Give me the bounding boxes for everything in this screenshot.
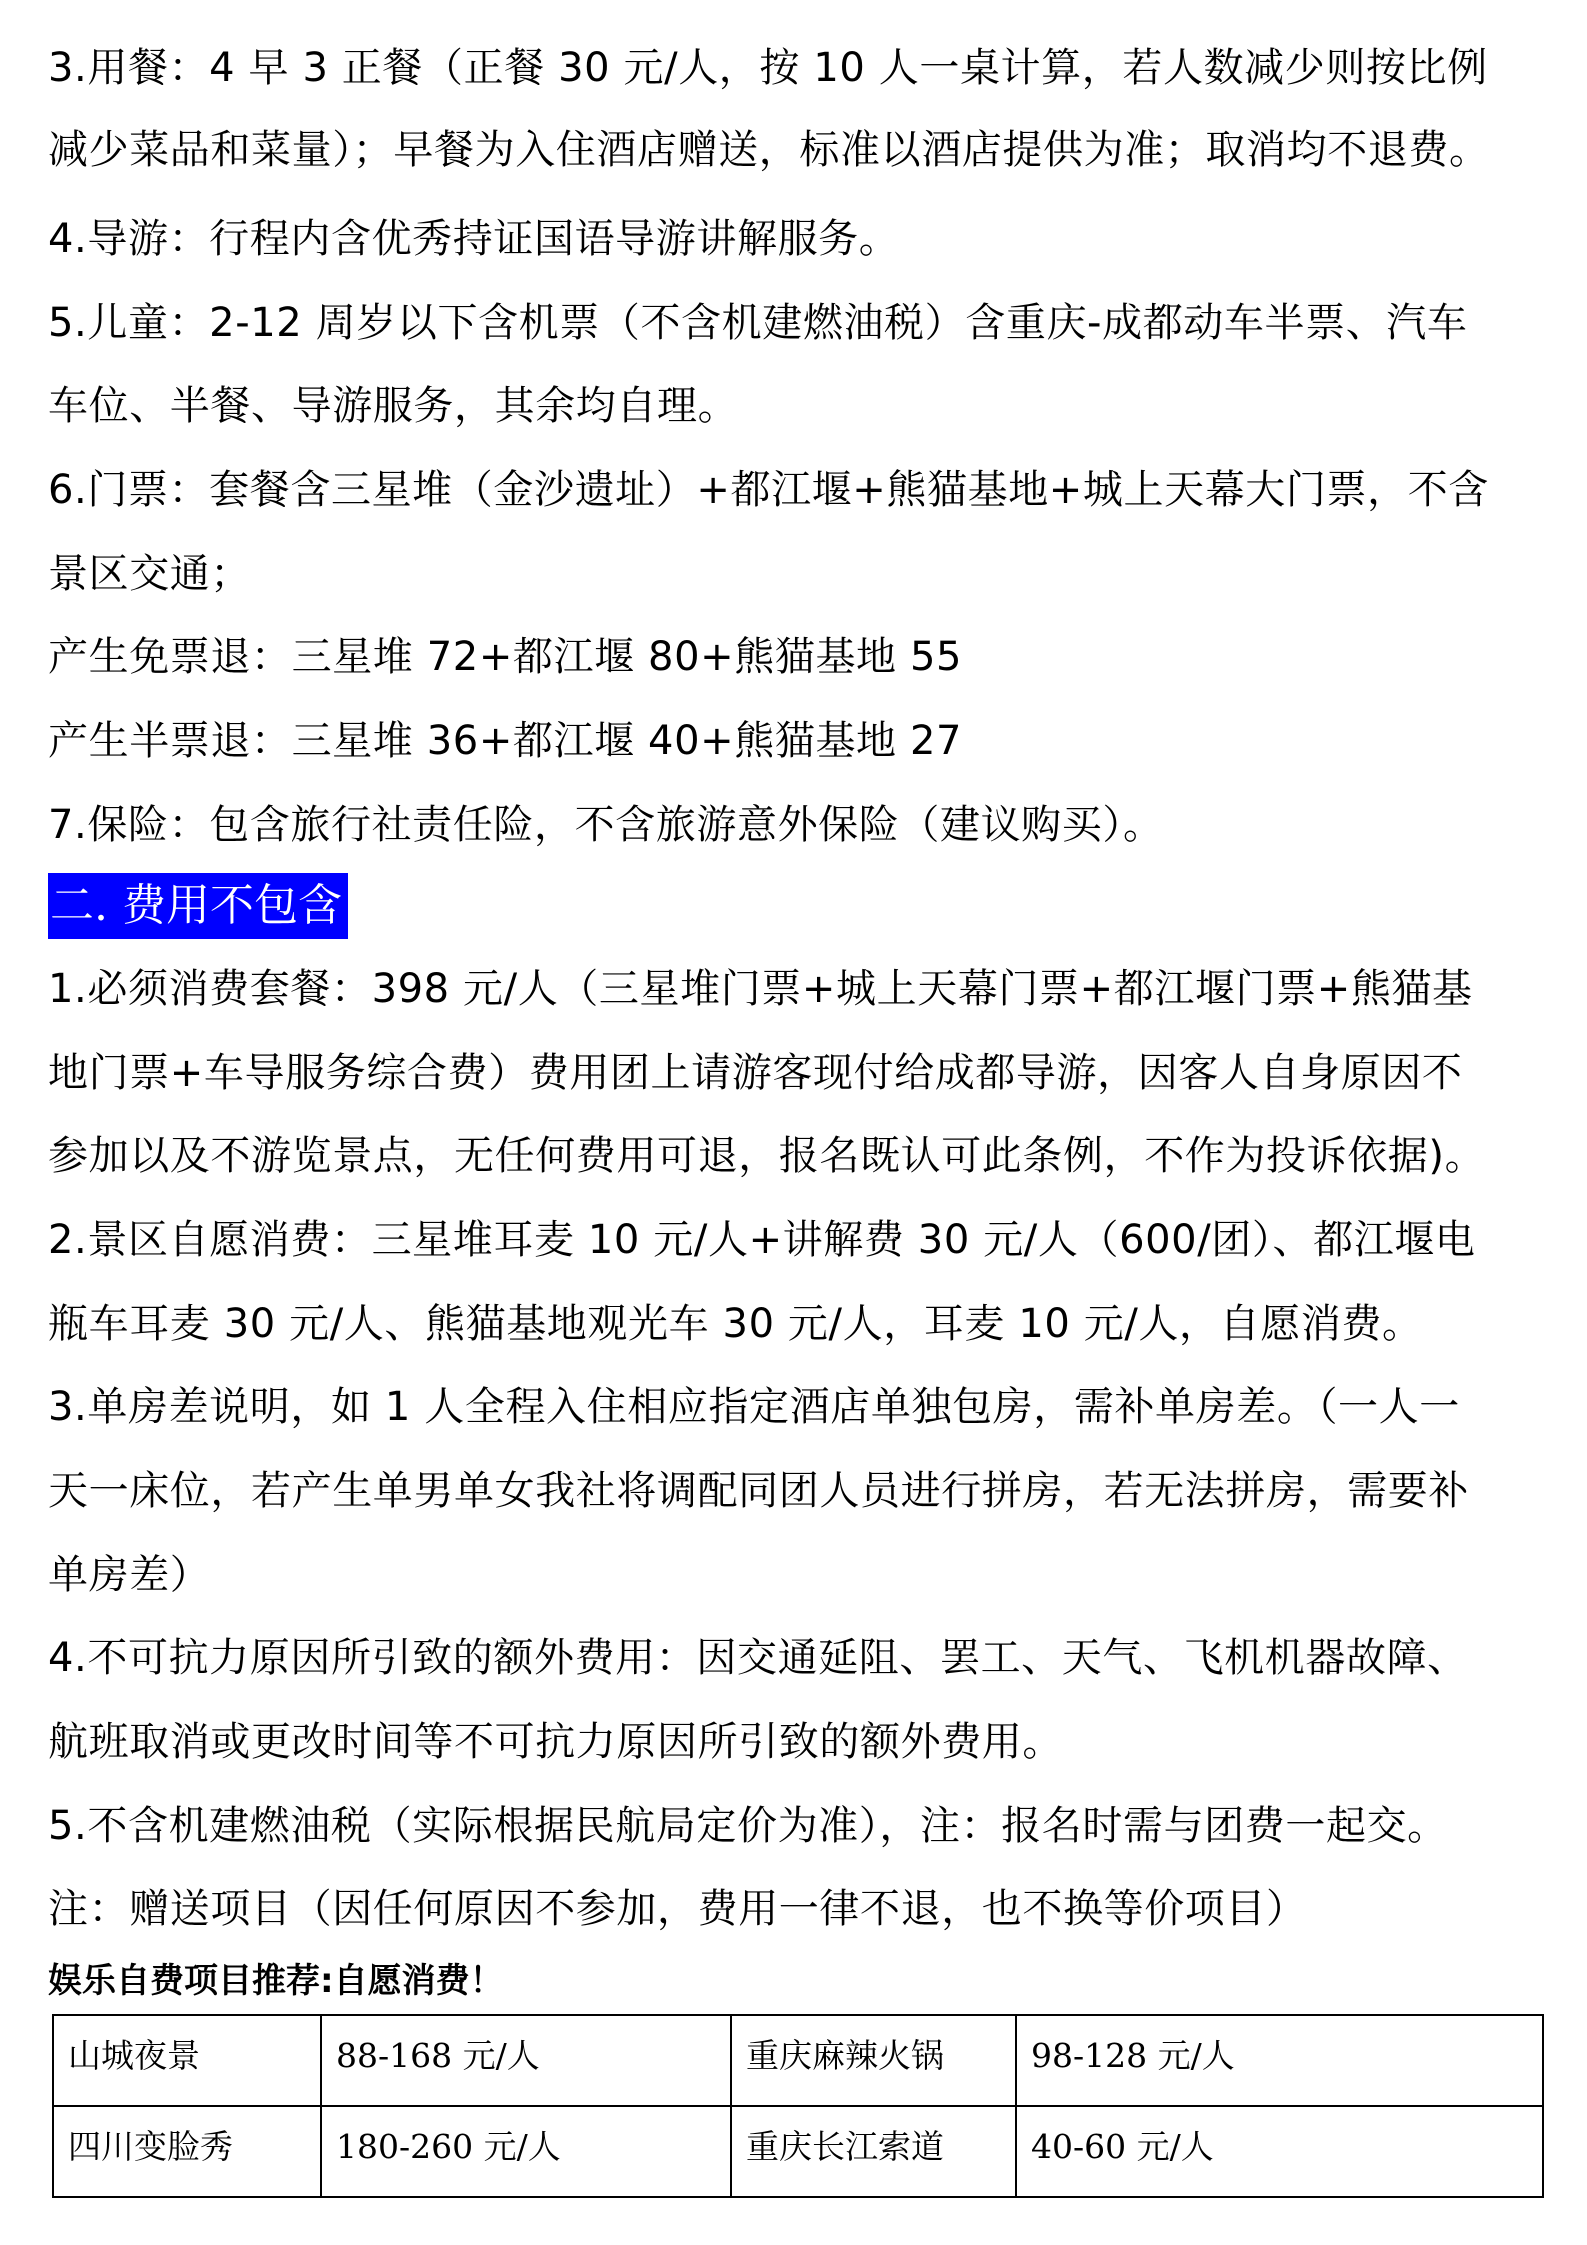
table-row [53, 2015, 1543, 2106]
text-line-half-ticket-refund: 产生半票退：三星堆 36+都江堰 40+熊猫基地 27 [48, 718, 963, 764]
text-line-tickets-2: 景区交通； [48, 551, 251, 597]
text-line-single-room-2: 天一床位，若产生单男单女我社将调配同团人员进行拼房，若无法拼房，需要补 [48, 1468, 1469, 1514]
text-line-fuel-tax: 5.不含机建燃油税（实际根据民航局定价为准），注：报名时需与团费一起交。 [48, 1803, 1448, 1849]
text-line-free-ticket-refund: 产生免票退：三星堆 72+都江堰 80+熊猫基地 55 [48, 634, 963, 680]
text-line-voluntary-1: 2.景区自愿消费：三星堆耳麦 10 元/人+讲解费 30 元/人（600/团）、都江堰电 [48, 1217, 1476, 1263]
activity-name-cell: 重庆长江索道 [731, 2106, 1016, 2197]
section-heading-excluded: 二. 费用不包含 [48, 873, 348, 939]
text-line-package-1: 1.必须消费套餐：398 元/人（三星堆门票+城上天幕门票+都江堰门票+熊猫基 [48, 966, 1473, 1012]
table-row [53, 2106, 1543, 2197]
text-line-gift-note: 注：赠送项目（因任何原因不参加，费用一律不退，也不换等价项目） [48, 1886, 1307, 1932]
text-line-children-2: 车位、半餐、导游服务，其余均自理。 [48, 383, 739, 429]
text-line-children-1: 5.儿童：2-12 周岁以下含机票（不含机建燃油税）含重庆-成都动车半票、汽车 [48, 300, 1468, 346]
activity-name-cell: 重庆麻辣火锅 [731, 2015, 1016, 2106]
text-line-package-2: 地门票+车导服务综合费）费用团上请游客现付给成都导游，因客人自身原因不 [48, 1050, 1463, 1096]
activity-price-cell: 40-60 元/人 [1016, 2106, 1543, 2197]
text-line-package-3: 参加以及不游览景点，无任何费用可退，报名既认可此条例，不作为投诉依据)。 [48, 1133, 1486, 1179]
activity-name-cell: 四川变脸秀 [53, 2106, 321, 2197]
text-line-meals-2: 减少菜品和菜量）；早餐为入住酒店赠送，标准以酒店提供为准；取消均不退费。 [48, 127, 1490, 173]
text-line-meals-1: 3.用餐：4 早 3 正餐（正餐 30 元/人，按 10 人一桌计算，若人数减少则按比例 [48, 45, 1488, 91]
text-line-insurance: 7.保险：包含旅行社责任险，不含旅游意外保险（建议购买）。 [48, 802, 1164, 848]
text-line-single-room-1: 3.单房差说明，如 1 人全程入住相应指定酒店单独包房，需补单房差。（一人一 [48, 1384, 1460, 1430]
optional-activities-table [52, 2014, 1544, 2198]
text-line-single-room-3: 单房差） [48, 1552, 211, 1598]
text-line-voluntary-2: 瓶车耳麦 30 元/人、熊猫基地观光车 30 元/人，耳麦 10 元/人，自愿消费。 [48, 1301, 1423, 1347]
table-title: 娱乐自费项目推荐:自愿消费！ [48, 1961, 504, 2001]
activity-price-cell: 98-128 元/人 [1016, 2015, 1543, 2106]
text-line-force-majeure-2: 航班取消或更改时间等不可抗力原因所引致的额外费用。 [48, 1719, 1063, 1765]
activity-name-cell: 山城夜景 [53, 2015, 321, 2106]
activity-price-cell: 180-260 元/人 [321, 2106, 731, 2197]
text-line-guide: 4.导游：行程内含优秀持证国语导游讲解服务。 [48, 216, 900, 262]
activity-price-cell: 88-168 元/人 [321, 2015, 731, 2106]
text-line-force-majeure-1: 4.不可抗力原因所引致的额外费用：因交通延阻、罢工、天气、飞机机器故障、 [48, 1635, 1468, 1681]
text-line-tickets-1: 6.门票：套餐含三星堆（金沙遗址）+都江堰+熊猫基地+城上天幕大门票，不含 [48, 467, 1489, 513]
